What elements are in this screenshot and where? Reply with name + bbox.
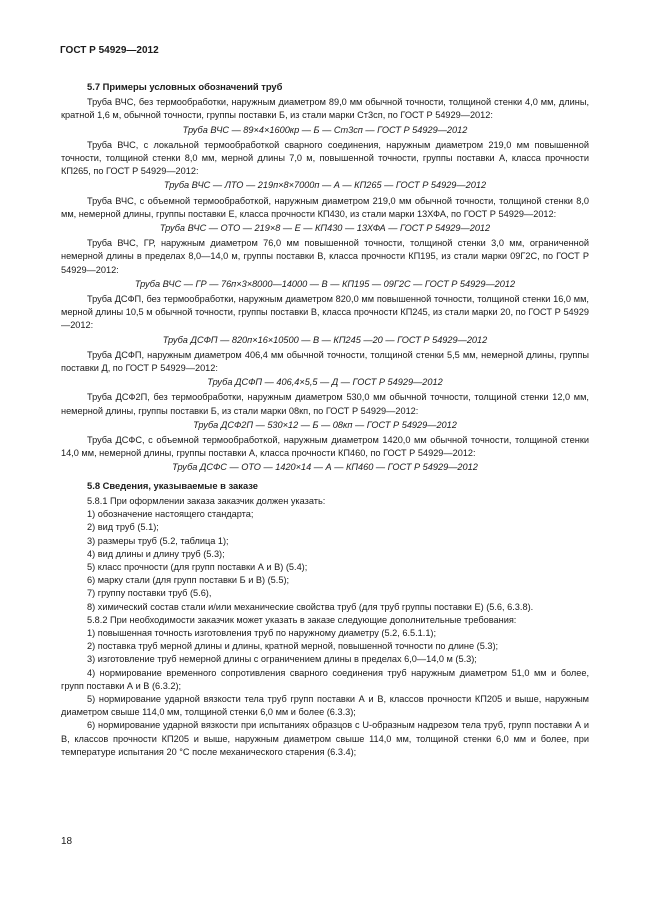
list-item: 4) вид длины и длину труб (5.3); xyxy=(87,548,225,559)
list-item: 1) обозначение настоящего стандарта; xyxy=(87,509,254,520)
section-5-7-title: 5.7 Примеры условных обозначений труб xyxy=(87,81,283,92)
example-text: Труба ДСФ2П, без термообработки, наружным диаметром 530,0 мм обычной точности, толщиной стенки 12,0 мм, немерной длины, группы поставки Б, из стали марки 08кп, по ГОСТ Р 54929—2012: xyxy=(61,392,589,416)
list-item: 3) изготовление труб немерной длины с ограничением длины в пределах 6,0—14,0 м (5.3); xyxy=(87,654,477,665)
example-text: Труба ВЧС, с объемной термообработкой, наружным диаметром 219,0 мм обычной точности, толщиной стенки 8,0 мм, немерной длины, группы поставки Е, класса прочности КП430, из стали марки 13ХФА, по ГОСТ Р 54929—2012: xyxy=(61,195,589,219)
clause-5-8-1: 5.8.1 При оформлении заказа заказчик должен указать: xyxy=(87,495,326,506)
list-item: 6) марку стали (для групп поставки Б и В) (5.5); xyxy=(87,575,290,586)
list-item: 6) нормирование ударной вязкости при испытаниях образцов с U-образным надрезом тела труб, групп поставки А и В, классов прочности КП205 и выше, наружным диаметром свыше 114,0 мм, толщиной стенки 6,0 мм и более, при температуре испытания 20 °С после механического старения (6.3.4); xyxy=(61,720,589,757)
example-text: Труба ВЧС, без термообработки, наружным диаметром 89,0 мм обычной точности, толщиной стенки 4,0 мм, длины, кратной 1,6 м, обычной точности, группы поставки Б, из стали марки Ст3сп, по ГОСТ Р 54929—2012: xyxy=(61,97,589,121)
clause-5-8-2: 5.8.2 При необходимости заказчик может указать в заказе следующие дополнительные требования: xyxy=(87,614,517,625)
example-designation: Труба ВЧС — ЛТО — 219п×8×7000п — А — КП265 — ГОСТ Р 54929—2012 xyxy=(163,180,487,191)
example-text: Труба ДСФП, наружным диаметром 406,4 мм обычной точности, толщиной стенки 5,5 мм, немерной длины, группы поставки Д, по ГОСТ Р 54929—2012: xyxy=(61,349,589,374)
example-text: Труба ДСФС, с объемной термообработкой, наружным диаметром 1420,0 мм обычной точности, толщиной стенки 14,0 мм, немерной длины, группы поставки А, класса прочности КП460, по ГОСТ Р 54929—2012: xyxy=(61,435,589,459)
list-item: 3) размеры труб (5.2, таблица 1); xyxy=(87,535,229,546)
section-5-8-title: 5.8 Сведения, указываемые в заказе xyxy=(87,479,259,491)
example-designation: Труба ВЧС — 89×4×1600кр — Б — Ст3сп — ГОСТ Р 54929—2012 xyxy=(182,124,468,135)
list-item: 8) химический состав стали и/или механические свойства труб (для труб группы поставки Е) (5.6, 6.3.8). xyxy=(87,601,534,612)
example-designation: Труба ДСФ2П — 530×12 — Б — 08кп — ГОСТ Р 54929—2012 xyxy=(193,419,457,430)
example-designation: Труба ДСФП — 406,4×5,5 — Д — ГОСТ Р 54929—2012 xyxy=(207,377,443,388)
example-designation: Труба ДСФП — 820п×16×10500 — В — КП245 —20 — ГОСТ Р 54929—2012 xyxy=(162,334,488,345)
example-designation: Труба ВЧС — ГР — 76п×3×8000—14000 — В — КП195 — 09Г2С — ГОСТ Р 54929—2012 xyxy=(134,278,516,289)
list-item: 5) нормирование ударной вязкости тела труб групп поставки А и В, классов прочности КП205 и выше, наружным диаметром свыше 114,0 мм, толщиной стенки 6,0 мм и более (6.3.3); xyxy=(61,693,589,718)
list-item: 1) повышенная точность изготовления труб по наружному диаметру (5.2, 6.5.1.1); xyxy=(87,627,437,638)
example-text: Труба ВЧС, с локальной термообработкой сварного соединения, наружным диаметром 219,0 мм повышенной точности, толщиной стенки 8,0 мм, мерной длины 7,0 м, повышенной точности, группы поставки А, класса прочности КП265, по ГОСТ Р 54929—2012: xyxy=(61,139,589,177)
page-content xyxy=(61,80,589,759)
example-text: Труба ВЧС, ГР, наружным диаметром 76,0 мм повышенной точности, толщиной стенки 3,0 мм, ограниченной немерной длины в пределах 8,0—14,0 м, группы поставки В, класса прочности КП195, из стали марки 09Г2С, по ГОСТ Р 54929—2012: xyxy=(61,238,589,275)
page-number: 18 xyxy=(61,836,73,847)
document-header: ГОСТ Р 54929—2012 xyxy=(60,45,159,56)
example-designation: Труба ДСФС — ОТО — 1420×14 — А — КП460 — ГОСТ Р 54929—2012 xyxy=(172,462,478,473)
example-designation: Труба ВЧС — ОТО — 219×8 — Е — КП430 — 13ХФА — ГОСТ Р 54929—2012 xyxy=(159,223,491,234)
list-item: 2) поставка труб мерной длины и длины, кратной мерной, повышенной точности по длине (5.3); xyxy=(87,641,499,652)
list-item: 7) группу поставки труб (5.6), xyxy=(87,588,212,599)
list-item: 2) вид труб (5.1); xyxy=(87,522,159,533)
example-text: Труба ДСФП, без термообработки, наружным диаметром 820,0 мм повышенной точности, толщиной стенки 16,0 мм, мерной длины 10,5 м обычной точности, группы поставки В, класса прочности КП245, из стали марки 20, по ГОСТ Р 54929—2012: xyxy=(61,294,589,331)
list-item: 4) нормирование временного сопротивления сварного соединения труб наружным диаметром 51,0 мм и более, групп поставки А и В (6.3.2); xyxy=(61,667,589,691)
list-item: 5) класс прочности (для групп поставки А и В) (5.4); xyxy=(87,561,308,572)
